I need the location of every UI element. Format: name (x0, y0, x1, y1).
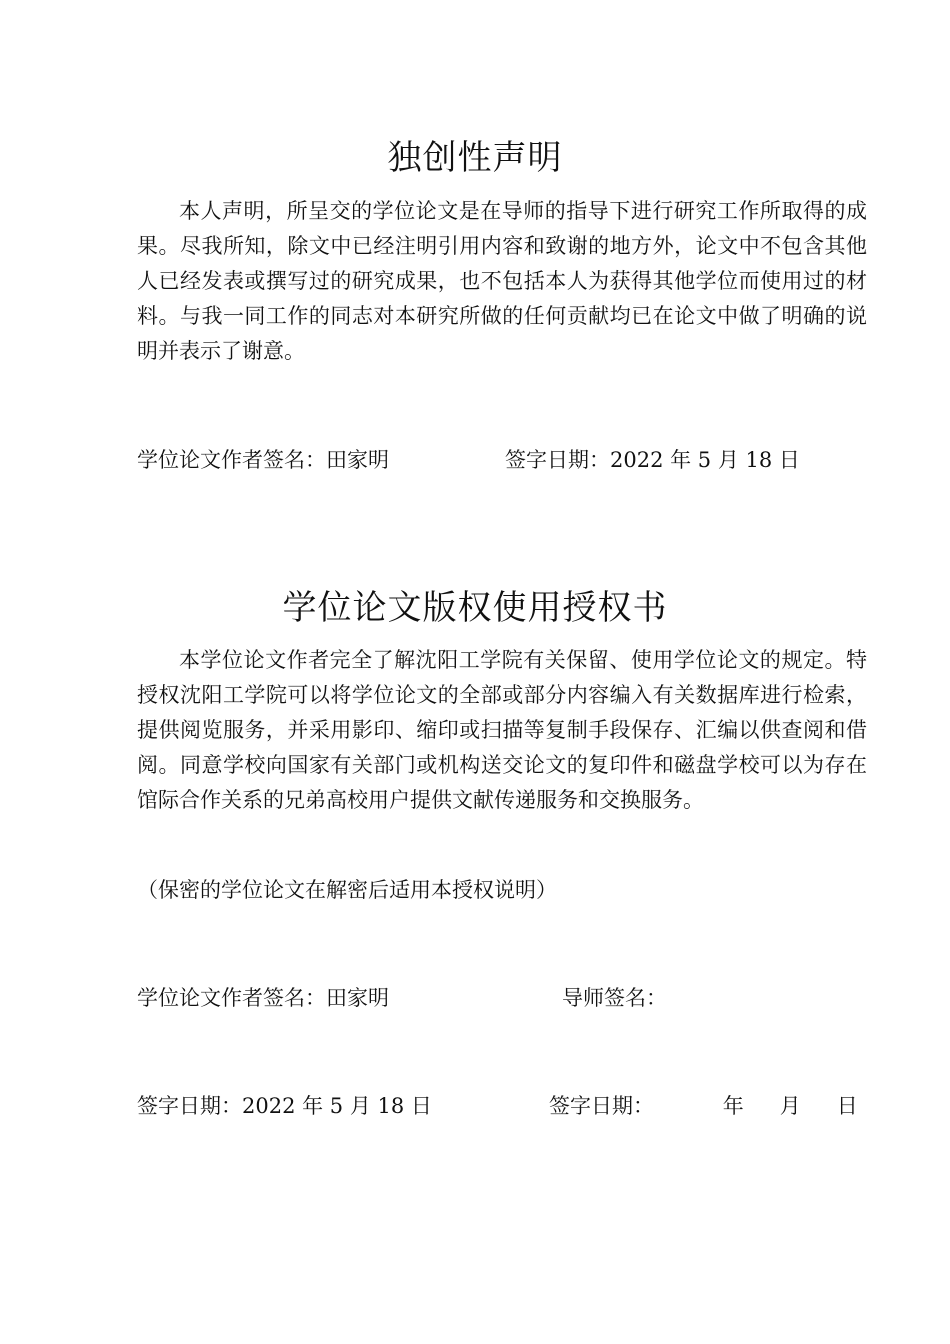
declaration-sign-date (505, 445, 800, 475)
year-label: 年 (722, 1094, 744, 1118)
advisor-signature-label: 导师签名： (562, 986, 667, 1010)
author-signature-label: 学位论文作者签名： (137, 986, 326, 1010)
authorization-author-sign-date (137, 1091, 432, 1121)
advisor-signature (562, 983, 667, 1013)
advisor-sign-date (549, 1091, 858, 1121)
declaration-body: 本人声明，所呈交的学位论文是在导师的指导下进行研究工作所取得的成果。尽我所知，除文中已经注明引用内容和致谢的地方外，论文中不包含其他人已经发表或撰写过的研究成果，也不包括本人为获得其他学位而使用过的材料。与我一同工作的同志对本研究所做的任何贡献均已在论文中做了明确的说明并表示了谢意。 (137, 199, 867, 363)
blank-date-fields (723, 1091, 858, 1121)
month-label: 月 (779, 1094, 801, 1118)
author-name: 田家明 (326, 986, 389, 1010)
authorization-author-signature (137, 983, 389, 1013)
sign-date-label: 签字日期： (137, 1094, 242, 1118)
sign-date-label: 签字日期： (549, 1094, 654, 1118)
sign-date-value: 2022 年 5 月 18 日 (610, 448, 800, 472)
author-name: 田家明 (326, 448, 389, 472)
authorization-body: 本学位论文作者完全了解沈阳工学院有关保留、使用学位论文的规定。特授权沈阳工学院可以将学位论文的全部或部分内容编入有关数据库进行检索，提供阅览服务，并采用影印、缩印或扫描等复制手段保存、汇编以供查阅和借阅。同意学校向国家有关部门或机构送交论文的复印件和磁盘学校可以为存在馆际合作关系的兄弟高校用户提供文献传递服务和交换服务。 (137, 648, 867, 812)
sign-date-value: 2022 年 5 月 18 日 (242, 1094, 432, 1118)
declaration-title: 独创性声明 (387, 138, 563, 178)
confidentiality-note: （保密的学位论文在解密后适用本授权说明） (137, 878, 557, 902)
day-label: 日 (836, 1094, 858, 1118)
declaration-author-signature (137, 445, 389, 475)
author-signature-label: 学位论文作者签名： (137, 448, 326, 472)
sign-date-label: 签字日期： (505, 448, 610, 472)
authorization-title: 学位论文版权使用授权书 (282, 588, 668, 628)
